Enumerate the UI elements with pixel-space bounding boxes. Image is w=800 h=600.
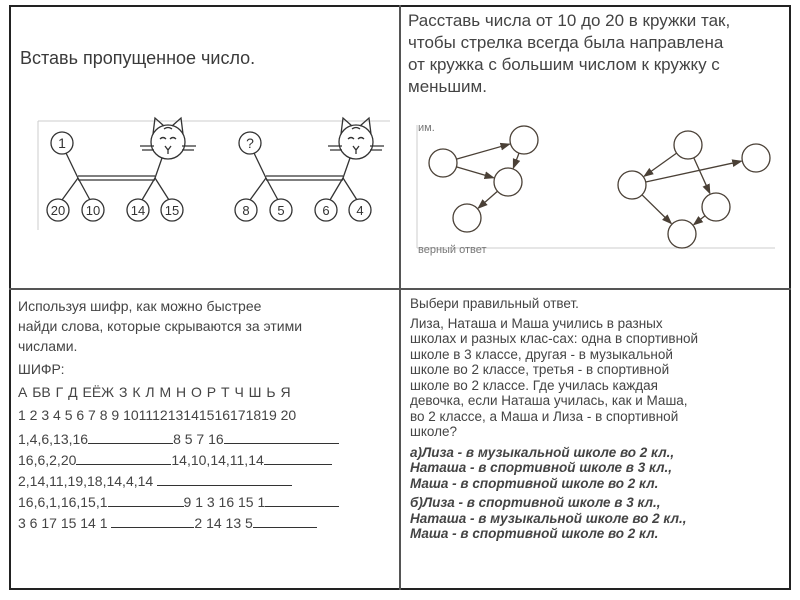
option-b[interactable]: [410, 495, 698, 542]
option-line: Маша - в спортивной школе во 2 кл.: [410, 526, 659, 541]
option-line: Маша - в спортивной школе во 2 кл.: [410, 475, 659, 491]
empty-circle: [742, 144, 770, 172]
task3-intro-3: числами.: [18, 338, 78, 354]
answer-blank[interactable]: [264, 452, 332, 465]
neck-line: [66, 153, 78, 178]
number-label: 5: [277, 203, 285, 218]
empty-circle: [674, 131, 702, 159]
option-line: б)Лиза - в спортивной школе в 3 кл.,: [410, 495, 661, 510]
code: 2 14 13 5: [194, 515, 253, 531]
number-label: 1: [58, 135, 66, 151]
code-row: [18, 450, 339, 471]
code-row: [18, 513, 339, 534]
answer-blank[interactable]: [157, 473, 292, 486]
empty-circle: [494, 168, 522, 196]
answer-blank[interactable]: [253, 515, 317, 528]
answer-blank[interactable]: [88, 431, 173, 444]
leg-line: [155, 178, 169, 200]
leg-line: [78, 178, 90, 200]
empty-circle: [702, 193, 730, 221]
code: 16,6,1,16,15,1: [18, 494, 108, 510]
code-row: [18, 471, 339, 492]
option-line: а)Лиза - в музыкальной школе во 2 кл.,: [410, 444, 675, 460]
arrow: [513, 153, 519, 168]
task4-title: Выбери правильный ответ.: [410, 296, 579, 311]
number-label: ?: [246, 135, 254, 151]
code: 14,10,14,11,14: [171, 452, 264, 468]
answer-blank[interactable]: [111, 515, 194, 528]
leg-line: [330, 178, 343, 200]
arrow: [478, 191, 497, 208]
task4-text-line: школе во 2 классе. Где училась каждая: [410, 377, 658, 393]
code: 2,14,11,19,18,14,4,14: [18, 473, 154, 489]
task4-text-line: Лиза, Наташа и Маша учились в разных: [410, 315, 663, 331]
arrow: [642, 195, 671, 224]
number-label: 10: [85, 203, 101, 218]
number-label: 20: [50, 203, 66, 218]
answer-blank[interactable]: [108, 494, 184, 507]
tail-line: [155, 158, 162, 178]
code-row: [18, 492, 339, 513]
task4-text-line: школе в 3 классе, другая - в музыкальной: [410, 346, 673, 362]
tail-line: [343, 158, 350, 178]
leg-line: [142, 178, 155, 200]
leg-line: [343, 178, 357, 200]
code: 3 6 17 15 14 1: [18, 515, 108, 531]
leg-line: [266, 178, 278, 200]
cipher-numbers: 1 2 3 4 5 6 7 8 9 10111213141516171819 20: [18, 407, 297, 423]
task2-clipped-text-top: им.: [418, 122, 435, 134]
task4-text-line: школах и разных клас-сах: одна в спортивной: [410, 331, 699, 346]
number-label: 14: [130, 203, 146, 218]
leg-line: [62, 178, 78, 200]
task1-title: Вставь пропущенное число.: [20, 48, 256, 68]
arrow: [694, 216, 705, 225]
answer-blank[interactable]: [265, 494, 339, 507]
number-label: 6: [322, 203, 330, 218]
arrow: [644, 153, 676, 176]
cipher-label: ШИФР:: [18, 361, 65, 377]
answer-blank[interactable]: [224, 431, 339, 444]
task4-text-line: во 2 классе, а Маша и Лиза - в спортивной: [410, 408, 679, 424]
task4-text-line: девочка, если Наташа училась, как и Маша,: [410, 393, 688, 408]
answer-blank[interactable]: [76, 452, 171, 465]
number-label: 15: [164, 203, 180, 218]
task3-intro-2: найди слова, которые скрываются за этими: [18, 318, 303, 334]
number-label: 8: [242, 203, 250, 218]
code: 9 1 3 16 15 1: [183, 494, 266, 510]
empty-circle: [668, 220, 696, 248]
task4-text-line: школе во 2 классе, третья - в спортивной: [410, 362, 670, 377]
code: 8 5 7 16: [173, 431, 224, 447]
code: 1,4,6,13,16: [18, 431, 89, 447]
task4-logic: [410, 296, 698, 542]
task4-text-line: школе?: [410, 424, 457, 439]
task2-title: Расставь числа от 10 до 20 в кружки так, чтобы стрелка всегда была направлена от кружка с большим числом к кружку с меньшим.: [408, 11, 731, 96]
arrow: [694, 158, 710, 194]
task3-intro-1: Используя шифр, как можно быстрее: [18, 298, 262, 314]
empty-circle: [618, 171, 646, 199]
cipher-letters: А БВ Г Д ЕЁЖ З К Л М Н О Р Т Ч Ш Ь Я: [18, 384, 291, 400]
task3-cipher: [18, 296, 339, 534]
task2-clipped-text-bottom: верный ответ: [418, 244, 487, 256]
empty-circle: [429, 149, 457, 177]
code-row: [18, 429, 339, 450]
leg-line: [250, 178, 266, 200]
number-label: 4: [356, 203, 364, 218]
option-a[interactable]: [410, 445, 698, 492]
option-line: Наташа - в музыкальной школе во 2 кл.,: [410, 510, 687, 526]
option-line: Наташа - в спортивной школе в 3 кл.,: [410, 460, 673, 475]
arrow: [456, 167, 493, 178]
code: 16,6,2,20: [18, 452, 77, 468]
neck-line: [254, 153, 266, 178]
empty-circle: [453, 204, 481, 232]
empty-circle: [510, 126, 538, 154]
arrow: [456, 144, 509, 159]
